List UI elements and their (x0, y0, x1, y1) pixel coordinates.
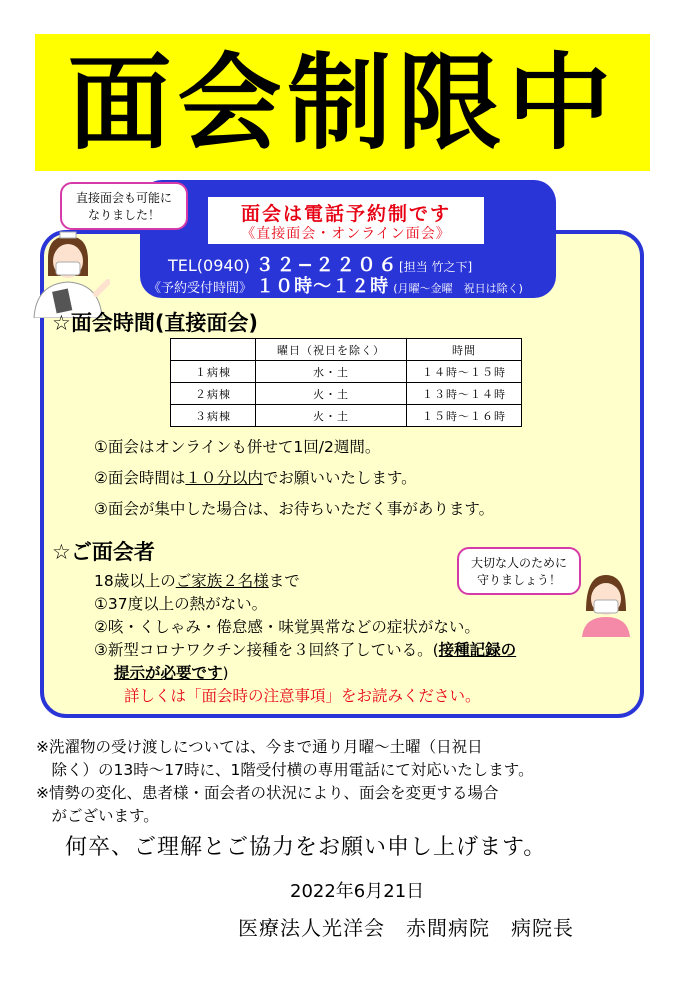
visit-rule-2-text: でお願いいたします。 (262, 469, 417, 487)
visitor-condition-3-text: ) (222, 664, 229, 682)
table-cell: １４時〜１５時 (407, 361, 522, 383)
table-cell: １病棟 (171, 361, 256, 383)
visit-rule-2-text: ②面会時間は (94, 469, 186, 487)
hours-value: １０時〜１２時 (256, 276, 390, 297)
visitor-condition-2: ②咳・くしゃみ・倦怠感・味覚異常などの症状がない。 (94, 618, 480, 636)
woman-illustration (578, 567, 634, 637)
bubble-right-line: 守りましょう！ (476, 573, 561, 587)
visitors-heading: ☆ご面会者 (52, 540, 155, 564)
table-header (171, 339, 256, 361)
table-cell: 火・土 (256, 383, 407, 405)
visit-rule-2-emphasis: １０分以内 (185, 469, 263, 487)
speech-bubble-left (60, 182, 188, 230)
tel-contact: [担当 竹之下] (399, 260, 473, 274)
issue-date: 2022年6月21日 (290, 881, 425, 902)
nurse-illustration (30, 228, 110, 318)
visit-rule-1: ①面会はオンラインも併せて1回/2週間。 (94, 438, 381, 456)
note-line: ※洗濯物の受け渡しについては、今まで通り月曜〜土曜（日祝日 (36, 738, 483, 756)
table-cell: １３時〜１４時 (407, 383, 522, 405)
table-row (171, 405, 522, 427)
visitor-condition-3 (94, 638, 516, 660)
table-header: 曜日（祝日を除く） (256, 339, 407, 361)
notes (36, 736, 534, 828)
bubble-right-line: 大切な人のために (470, 556, 567, 570)
reservation-title: 面会は電話予約制です (240, 203, 451, 225)
table-header: 時間 (407, 339, 522, 361)
visitor-condition-3-emphasis: 接種記録の (438, 641, 517, 659)
tel-number: ３２−２２０６ (255, 254, 400, 276)
hours-note: (月曜〜金曜 祝日は除く) (393, 282, 523, 295)
table-cell: ２病棟 (171, 383, 256, 405)
table-cell: 水・土 (256, 361, 407, 383)
signature: 医療法人光洋会 赤間病院 病院長 (238, 916, 574, 940)
title-banner (35, 34, 650, 171)
table-header-row (171, 339, 522, 361)
note-line: ※情勢の変化、患者様・面会者の状況により、面会を変更する場合 (36, 784, 499, 802)
visitor-intro (94, 569, 300, 591)
closing-message: 何卒、ご理解とご協力をお願い申し上げます。 (65, 835, 547, 860)
visitor-condition-3-cont (114, 661, 229, 683)
visit-rule-2 (94, 466, 417, 488)
details-notice: 詳しくは「面会時の注意事項」をお読みください。 (124, 687, 481, 705)
page-title: 面会制限中 (67, 41, 618, 164)
note-line: 除く）の13時〜17時に、1階受付横の専用電話にて対応いたします。 (36, 761, 534, 779)
visitor-condition-3-emphasis: 提示が必要です (114, 664, 223, 682)
table-row (171, 361, 522, 383)
visitor-intro-text: 18歳以上の (94, 572, 176, 590)
hours-label: 《予約受付時間》 (148, 281, 253, 296)
tel-prefix: TEL(0940) (168, 256, 250, 275)
speech-bubble-right (457, 547, 581, 595)
table-cell: ３病棟 (171, 405, 256, 427)
visit-hours-table (170, 338, 522, 427)
note-line: がございます。 (36, 807, 159, 825)
visitor-intro-text: まで (268, 572, 300, 590)
table-cell: 火・土 (256, 405, 407, 427)
table-cell: １５時〜１６時 (407, 405, 522, 427)
visitor-intro-emphasis: ご家族２名様 (175, 572, 269, 590)
visitor-condition-3-text: ③新型コロナワクチン接種を３回終了している。( (94, 641, 439, 659)
reservation-subtitle: 《直接面会・オンライン面会》 (241, 226, 451, 242)
visitor-condition-1: ①37度以上の熱がない。 (94, 595, 268, 613)
hours-line (148, 272, 523, 298)
visit-hours-heading: ☆面会時間(直接面会) (52, 311, 259, 335)
table-row (171, 383, 522, 405)
bubble-left-line: 直接面会も可能に (75, 191, 172, 205)
bubble-left-line: なりました！ (87, 208, 160, 222)
visit-rule-3: ③面会が集中した場合は、お待ちいただく事があります。 (94, 500, 495, 518)
